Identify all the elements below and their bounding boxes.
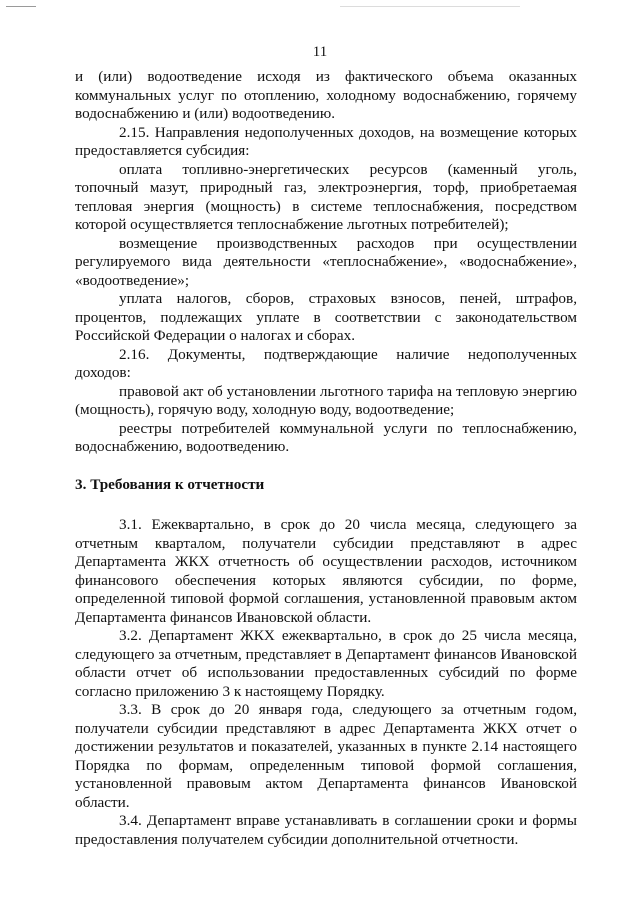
- paragraph-2-16: 2.16. Документы, подтверждающие наличие недополученных доходов:: [75, 345, 577, 381]
- paragraph-2-15: 2.15. Направления недополученных доходов, на возмещение которых предоставляется субсидия:: [75, 123, 577, 159]
- paragraph-3-4: 3.4. Департамент вправе устанавливать в соглашении сроки и формы предоставления получателем субсидии дополнительной отчетности.: [75, 812, 577, 848]
- list-item-taxes: уплата налогов, сборов, страховых взносов, пеней, штрафов, процентов, подлежащих уплате в соответствии с законодательством Российской Федерации о налогах и сборах.: [75, 290, 577, 344]
- paragraph-3-2: 3.2. Департамент ЖКХ ежеквартально, в срок до 25 числа месяца, следующего за отчетным, представляет в Департамент финансов Ивановской области отчет об использовании предоставленных субсидий по форме согласно приложению 3 к настоящему Порядку.: [75, 627, 577, 700]
- paragraph-continuation: и (или) водоотведение исходя из фактического объема оказанных коммунальных услуг по отоплению, холодному водоснабжению, горячему водоснабжению и (или) водоотведению.: [75, 68, 577, 122]
- scan-artifact-left: [6, 6, 36, 7]
- scan-artifact-top: [340, 6, 520, 7]
- document-body: [75, 68, 577, 849]
- page-number: 11: [312, 44, 328, 60]
- list-item-registers: реестры потребителей коммунальной услуги по теплоснабжению, водоснабжению, водоотведению.: [75, 419, 577, 455]
- paragraph-3-3: 3.3. В срок до 20 января года, следующего за отчетным годом, получатели субсидии представляют в адрес Департамента ЖКХ отчет о достижении результатов и показателей, указанных в пункте 2.14 настоящего Порядка по формам, определенным типовой формой соглашения, установленной правовым актом Департамента финансов Ивановской области.: [75, 701, 577, 811]
- list-item-production-costs: возмещение производственных расходов при осуществлении регулируемого вида деятельности «теплоснабжение», «водоснабжение», «водоотведение»;: [75, 234, 577, 289]
- list-item-fuel-payment: оплата топливно-энергетических ресурсов (каменный уголь, топочный мазут, природный газ, электроэнергия, торф, приобретаемая тепловая энергия (мощность) в системе теплоснабжения, посредством которой осуществляется теплоснабжение льготных потребителей);: [75, 160, 577, 233]
- paragraph-3-1: 3.1. Ежеквартально, в срок до 20 числа месяца, следующего за отчетным кварталом, получатели субсидии представляют в адрес Департамента ЖКХ отчетность об осуществлении расходов, источником финансового обеспечения которых являются субсидии, по форме, определенной типовой формой соглашения, установленной правовым актом Департамента финансов Ивановской области.: [75, 516, 577, 626]
- list-item-legal-act: правовой акт об установлении льготного тарифа на тепловую энергию (мощность), горячую воду, холодную воду, водоотведение;: [75, 382, 577, 418]
- section-heading: 3. Требования к отчетности: [75, 475, 265, 493]
